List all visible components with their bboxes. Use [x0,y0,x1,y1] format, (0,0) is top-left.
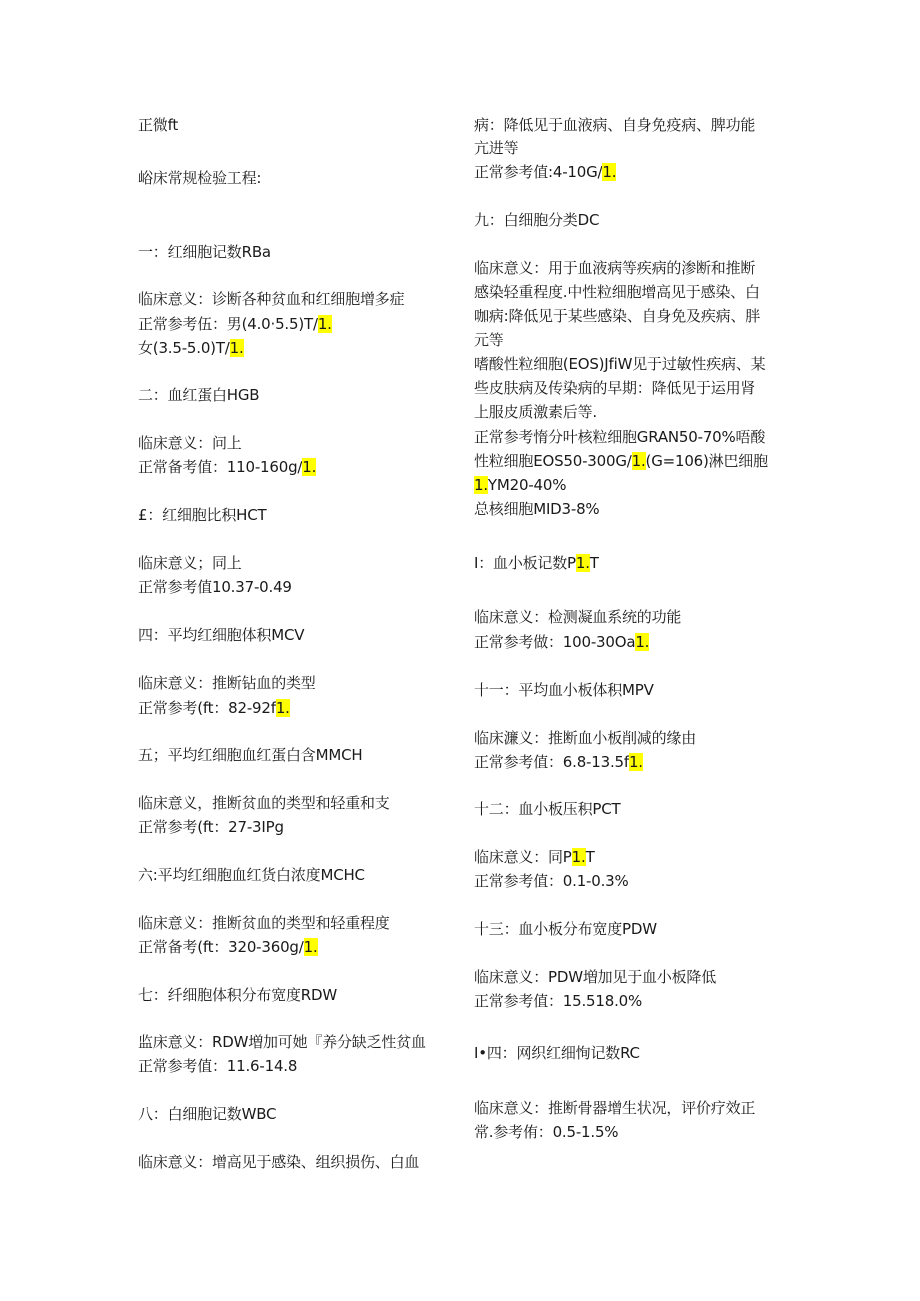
clinical-meaning-pct: 临床意义：同P1.T [474,848,595,866]
reference-value-wbc: 正常参考值:4-10G/1. [474,163,617,181]
reference-value-rdw: 正常参考值：11.6-14.8 [138,1057,298,1075]
section-heading-rdw: 七：纤细胞体积分布宽度RDW [138,986,338,1004]
reference-value-dc-2: 性粒细胞EOS50-300G∕1.(G=106)淋巴细胞 [474,452,768,470]
highlight-mark: 1. [317,315,332,333]
clinical-meaning-pdw: 临床意义：PDW増加见于血小板降低 [474,968,717,986]
highlight-mark: 1. [229,339,244,357]
clinical-meaning-rdw: 监床意义：RDW増加可她『养分缺乏性贫血 [138,1033,426,1051]
clinical-meaning-dc-2: 感染轻重程度.中性粒细胞增高见于感染、白 [474,283,760,301]
clinical-meaning-dc-4: 元等 [474,331,504,349]
clinical-meaning-plt: 临床意义：检测凝血系统的功能 [474,608,682,626]
clinical-meaning-mcv: 临床意义：推断钻血的类型 [138,674,316,692]
section-heading-rc: I•四：网织红细恂记数RC [474,1044,640,1062]
clinical-meaning-dc-3: 咖病:降低见于某些感染、自身免及疾病、胖 [474,307,761,325]
reference-value-rc: 常.参考侑：0.5-1.5% [474,1123,619,1141]
clinical-meaning-mch: 临床意义，推断贫血的类型和轻重和支 [138,794,390,812]
section-heading-pct: 十二：血小板压积PCT [474,800,621,818]
reference-value-mpv: 正常参考值：6.8-13.5f1. [474,753,643,771]
reference-value-hgb: 正常备考值：110-160g∕1. [138,458,317,476]
section-heading-pdw: 十三：血小板分布宽度PDW [474,920,657,938]
highlight-mark: 1. [275,699,290,717]
clinical-meaning-wbc: 临床意义：增高见于感染、组织损伤、白血 [138,1153,420,1171]
clinical-meaning-mpv: 临床濂义：推断血小板削减的缘由 [474,729,697,747]
section-heading-rbc: 一：红细胞记数RBa [138,243,271,261]
clinical-meaning-rbc: 临床意义：诊断各种贫血和红细胞增多症 [138,290,405,308]
clinical-meaning-dc: 临床意义：用于血液病等疾病的渗断和推断 [474,259,756,277]
highlight-mark: 1. [575,554,590,572]
clinical-meaning-hgb: 临床意义：问上 [138,434,242,452]
reference-value-pct: 正常参考值：0.1-0.3% [474,872,629,890]
section-heading-wbc: 八：白细胞记数WBC [138,1105,277,1123]
highlight-mark: 1. [631,452,646,470]
doc-subtitle: 峪床常规检验工程: [138,169,262,187]
highlight-mark: 1. [602,163,617,181]
clinical-meaning-eos: 嗜酸性粒细胞(EOS)JfiW见于过敏性疾病、某 [474,355,766,373]
section-heading-mcv: 四：平均红细胞体积MCV [138,626,305,644]
clinical-meaning-rc: 临床意义：推断骨器增生状况，评价疗效正 [474,1099,756,1117]
highlight-mark: 1. [635,633,650,651]
clinical-meaning-eos-2: 些皮肤病及传染病的早期：降低见于运用肾 [474,379,756,397]
highlight-mark: 1. [474,476,488,494]
highlight-mark: 1. [303,938,318,956]
reference-value-rbc-male: 正常参考伍：男(4.0·5.5)T/1. [138,315,332,333]
highlight-mark: 1. [628,753,643,771]
reference-value-dc-3: 1.YM20-40% [474,476,567,494]
reference-value-hct: 正常参考值10.37-0.49 [138,578,292,596]
section-heading-mchc: 六:平均红细胞血红货白浓度MCHC [138,866,365,884]
reference-value-mchc: 正常备考(ft：320-360g∕1. [138,938,318,956]
highlight-mark: 1. [302,458,317,476]
section-heading-plt: I：血小板记数P1.T [474,554,599,572]
clinical-meaning-hct: 临床意义；同上 [138,554,242,572]
reference-value-plt: 正常参考做：100-30Oa1. [474,633,650,651]
reference-value-pdw: 正常参考值：15.518.0% [474,992,643,1010]
clinical-meaning-mchc: 临床意义：推断贫血的类型和轻重程度 [138,914,390,932]
clinical-meaning-eos-3: 上服皮质激素后等. [474,403,597,421]
section-heading-hgb: 二：血红蛋白HGB [138,386,260,404]
clinical-meaning-wbc-cont2: 亢进等 [474,139,519,157]
reference-value-mch: 正常参考(ft：27-3IPg [138,818,284,836]
doc-title: 正微ft [138,116,179,134]
section-heading-mch: 五；平均红细胞血红蛋白含MMCH [138,746,363,764]
reference-value-rbc-female: 女(3.5-5.0)T/1. [138,339,244,357]
reference-value-dc-4: 总核细胞MID3-8% [474,500,600,518]
clinical-meaning-wbc-cont: 病：降低见于血液病、自身免疫病、脾功能 [474,116,756,134]
section-heading-dc: 九：白细胞分类DC [474,211,600,229]
highlight-mark: 1. [571,848,586,866]
section-heading-hct: £：红细胞比积HCT [138,506,267,524]
reference-value-dc: 正常参考惰分叶核粒细胞GRAN50-70%唔酸 [474,428,766,446]
section-heading-mpv: 十一：平均血小板体积MPV [474,681,654,699]
reference-value-mcv: 正常参考(ft：82-92f1. [138,699,290,717]
